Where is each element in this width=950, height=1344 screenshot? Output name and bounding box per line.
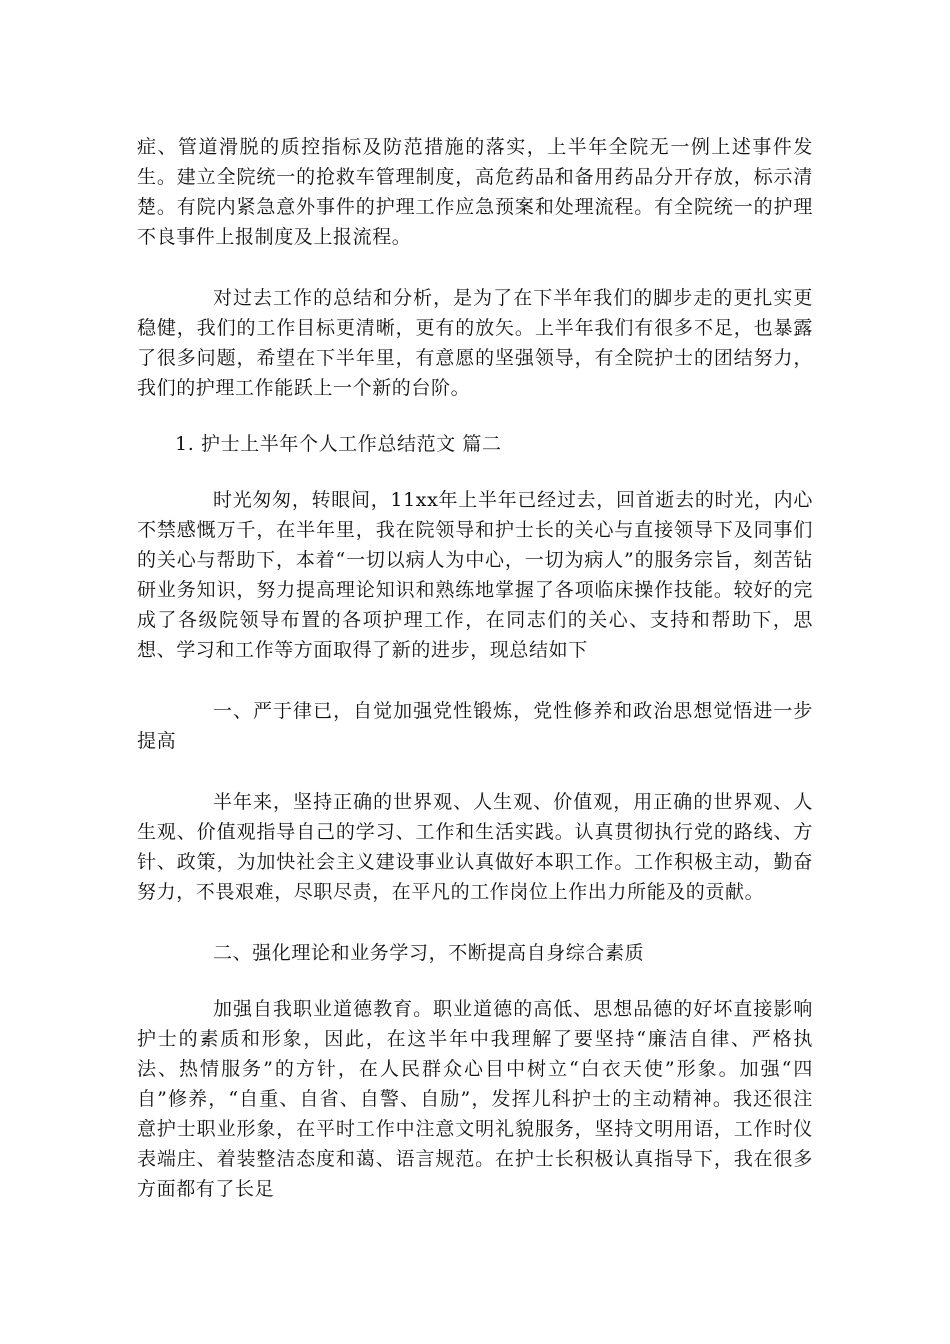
paragraph-body-one: 半年来，坚持正确的世界观、人生观、价值观，用正确的世界观、人生观、价值观指导自己的学习、工作和生活实践。认真贯彻执行党的路线、方针、政策，为加快社会主义建设事业认真做好本职工作。工作积极主动，勤奋努力，不畏艰难，尽职尽责，在平凡的工作岗位上作出力所能及的贡献。 (137, 791, 813, 903)
paragraph-continuation: 症、管道滑脱的质控指标及防范措施的落实，上半年全院无一例上述事件发生。建立全院统一的抢救车管理制度，高危药品和备用药品分开存放，标示清楚。有院内紧急意外事件的护理工作应急预案和处理流程。有全院统一的护理不良事件上报制度及上报流程。 (137, 136, 813, 248)
paragraph-intro: 时光匆匆，转眼间，11xx年上半年已经过去，回首逝去的时光，内心不禁感慨万千，在半年里，我在院领导和护士长的关心与直接领导下及同事们的关心与帮助下，本着“一切以病人为中心，一切为病人”的服务宗旨，刻苦钻研业务知识，努力提高理论知识和熟练地掌握了各项临床操作技能。较好的完成了各级院领导布置的各项护理工作，在同志们的关心、支持和帮助下，思想、学习和工作等方面取得了新的进步，现总结如下 (137, 489, 813, 661)
paragraph-body-two: 加强自我职业道德教育。职业道德的高低、思想品德的好坏直接影响护士的素质和形象，因此，在这半年中我理解了要坚持“廉洁自律、严格执法、热情服务”的方针，在人民群众心目中树立“白衣天使”形象。加强“四自”修养，“自重、自省、自警、自励”，发挥儿科护士的主动精神。我还很注意护士职业形象，在平时工作中注意文明礼貌服务，坚持文明用语，工作时仪表端庄、着装整洁态度和蔼、语言规范。在护士长积极认真指导下，我在很多方面都有了长足 (137, 998, 813, 1200)
section-title: 1. 护士上半年个人工作总结范文 篇二 (175, 433, 502, 455)
paragraph-summary: 对过去工作的总结和分析，是为了在下半年我们的脚步走的更扎实更稳健，我们的工作目标更清晰，更有的放矢。上半年我们有很多不足，也暴露了很多问题，希望在下半年里，有意愿的坚强领导，有全院护士的团结努力，我们的护理工作能跃上一个新的台阶。 (137, 287, 813, 399)
subheading-two: 二、强化理论和业务学习，不断提高自身综合素质 (213, 942, 645, 964)
subheading-one: 一、严于律已，自觉加强党性锻炼，党性修养和政治思想觉悟进一步提高 (137, 700, 813, 752)
document-body (137, 132, 813, 1204)
